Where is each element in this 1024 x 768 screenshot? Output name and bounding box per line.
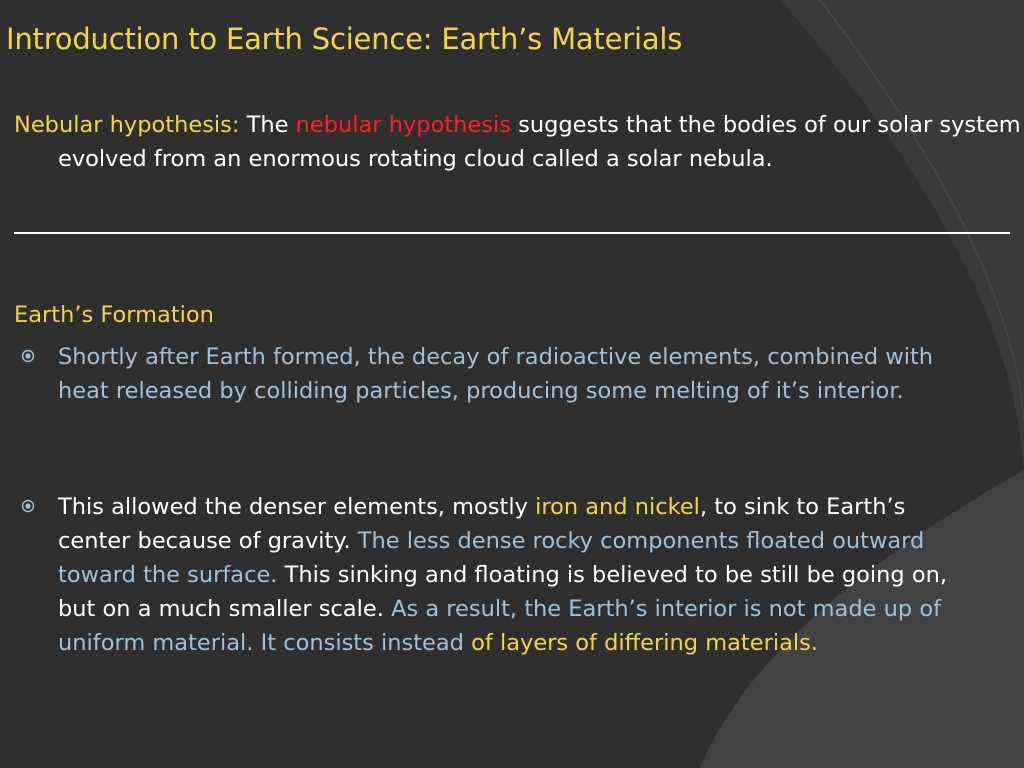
- bullet-highlight-layers: of layers of differing materials.: [471, 630, 818, 656]
- bullet-text-part: , to sink to Earth’s center because of gravity.: [58, 494, 906, 554]
- divider-line: [14, 232, 1010, 234]
- nebular-text-a: The: [239, 112, 296, 138]
- nebular-text-b: suggests that the bodies of our solar system evolved from an enormous rotating cloud called a solar nebula.: [58, 112, 1021, 172]
- bullet-item: [14, 490, 974, 660]
- bullet-text-part: This allowed the denser elements, mostly: [58, 494, 536, 520]
- nebular-label: Nebular hypothesis:: [14, 112, 240, 138]
- bullet-circle-icon: [21, 499, 35, 513]
- bullet-text: [58, 490, 974, 660]
- bullet-text: Shortly after Earth formed, the decay of radioactive elements, combined with heat released by colliding particles, producing some melting of it’s interior.: [58, 344, 934, 404]
- bullet-item: [14, 340, 974, 408]
- bullet-highlight-result: As a result, the Earth’s interior is not made up of uniform material. It consists instead: [58, 596, 942, 656]
- bullet-circle-icon: [21, 349, 35, 363]
- bullet-text-part: This sinking and floating is believed to be still be going on, but on a much smaller scale.: [58, 562, 948, 622]
- bullet-highlight-iron-nickel: iron and nickel: [535, 494, 700, 520]
- bullet-highlight-rocky: The less dense rocky components floated outward toward the surface.: [58, 528, 925, 588]
- nebular-highlight: nebular hypothesis: [295, 112, 511, 138]
- nebular-paragraph: [14, 108, 1024, 176]
- slide-title: Introduction to Earth Science: Earth’s Materials: [6, 22, 683, 56]
- section-heading: Earth’s Formation: [14, 302, 214, 328]
